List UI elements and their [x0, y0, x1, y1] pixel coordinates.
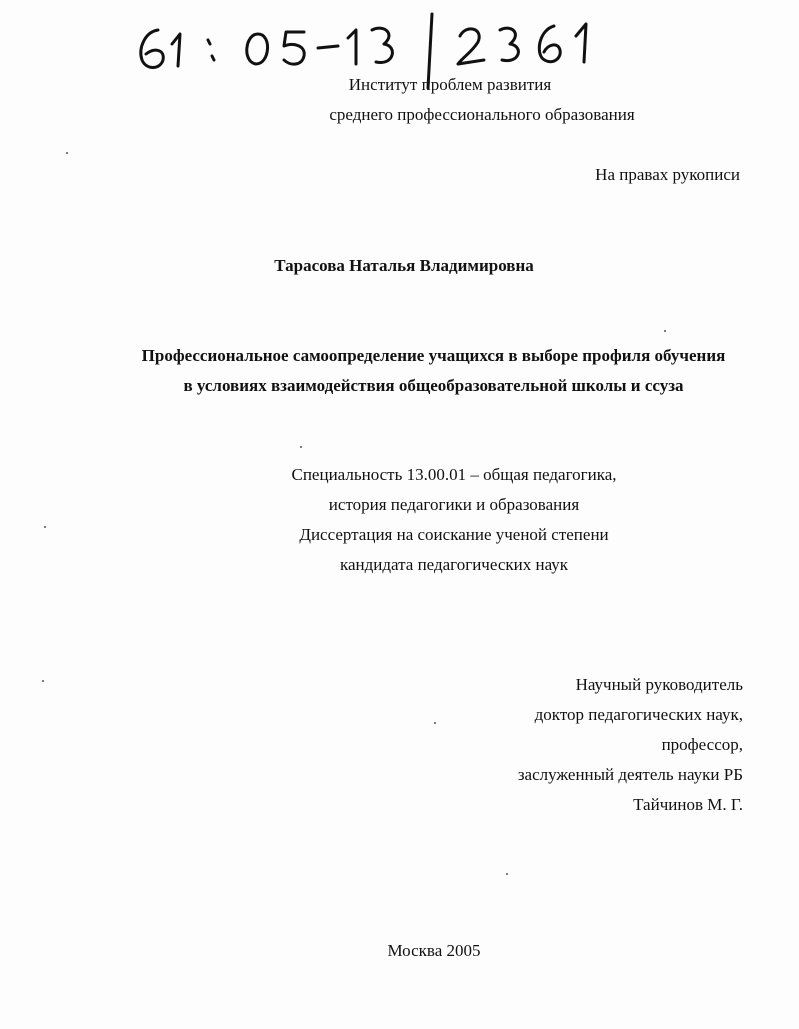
author-name: Тарасова Наталья Владимировна	[274, 256, 534, 275]
scan-speck	[506, 873, 508, 875]
supervisor-line-1: Научный руководитель	[575, 675, 743, 694]
city-year: Москва 2005	[387, 941, 481, 960]
institute-line-1: Институт проблем развития	[348, 75, 552, 94]
scan-speck	[42, 680, 44, 682]
supervisor-line-3: профессор,	[661, 735, 743, 754]
supervisor-line-4: заслуженный деятель науки РБ	[517, 765, 743, 784]
supervisor-line-5: Тайчинов М. Г.	[633, 795, 743, 814]
scan-speck	[300, 446, 302, 448]
specialty-line-3: Диссертация на соискание ученой степени	[299, 525, 609, 544]
dissertation-title-line-1: Профессиональное самоопределение учащихся в выборе профиля обучения	[141, 346, 726, 365]
scan-speck	[66, 152, 68, 154]
manuscript-note: На правах рукописи	[595, 165, 740, 184]
specialty-line-1: Специальность 13.00.01 – общая педагогика,	[291, 465, 617, 484]
supervisor-line-2: доктор педагогических наук,	[534, 705, 743, 724]
scan-speck	[664, 330, 666, 332]
scan-speck	[44, 526, 46, 528]
dissertation-title-line-2: в условиях взаимодействия общеобразовательной школы и ссуза	[183, 376, 684, 395]
specialty-line-4: кандидата педагогических наук	[339, 555, 569, 574]
institute-line-2: среднего профессионального образования	[329, 105, 635, 124]
scan-speck	[434, 722, 436, 724]
specialty-line-2: история педагогики и образования	[328, 495, 580, 514]
